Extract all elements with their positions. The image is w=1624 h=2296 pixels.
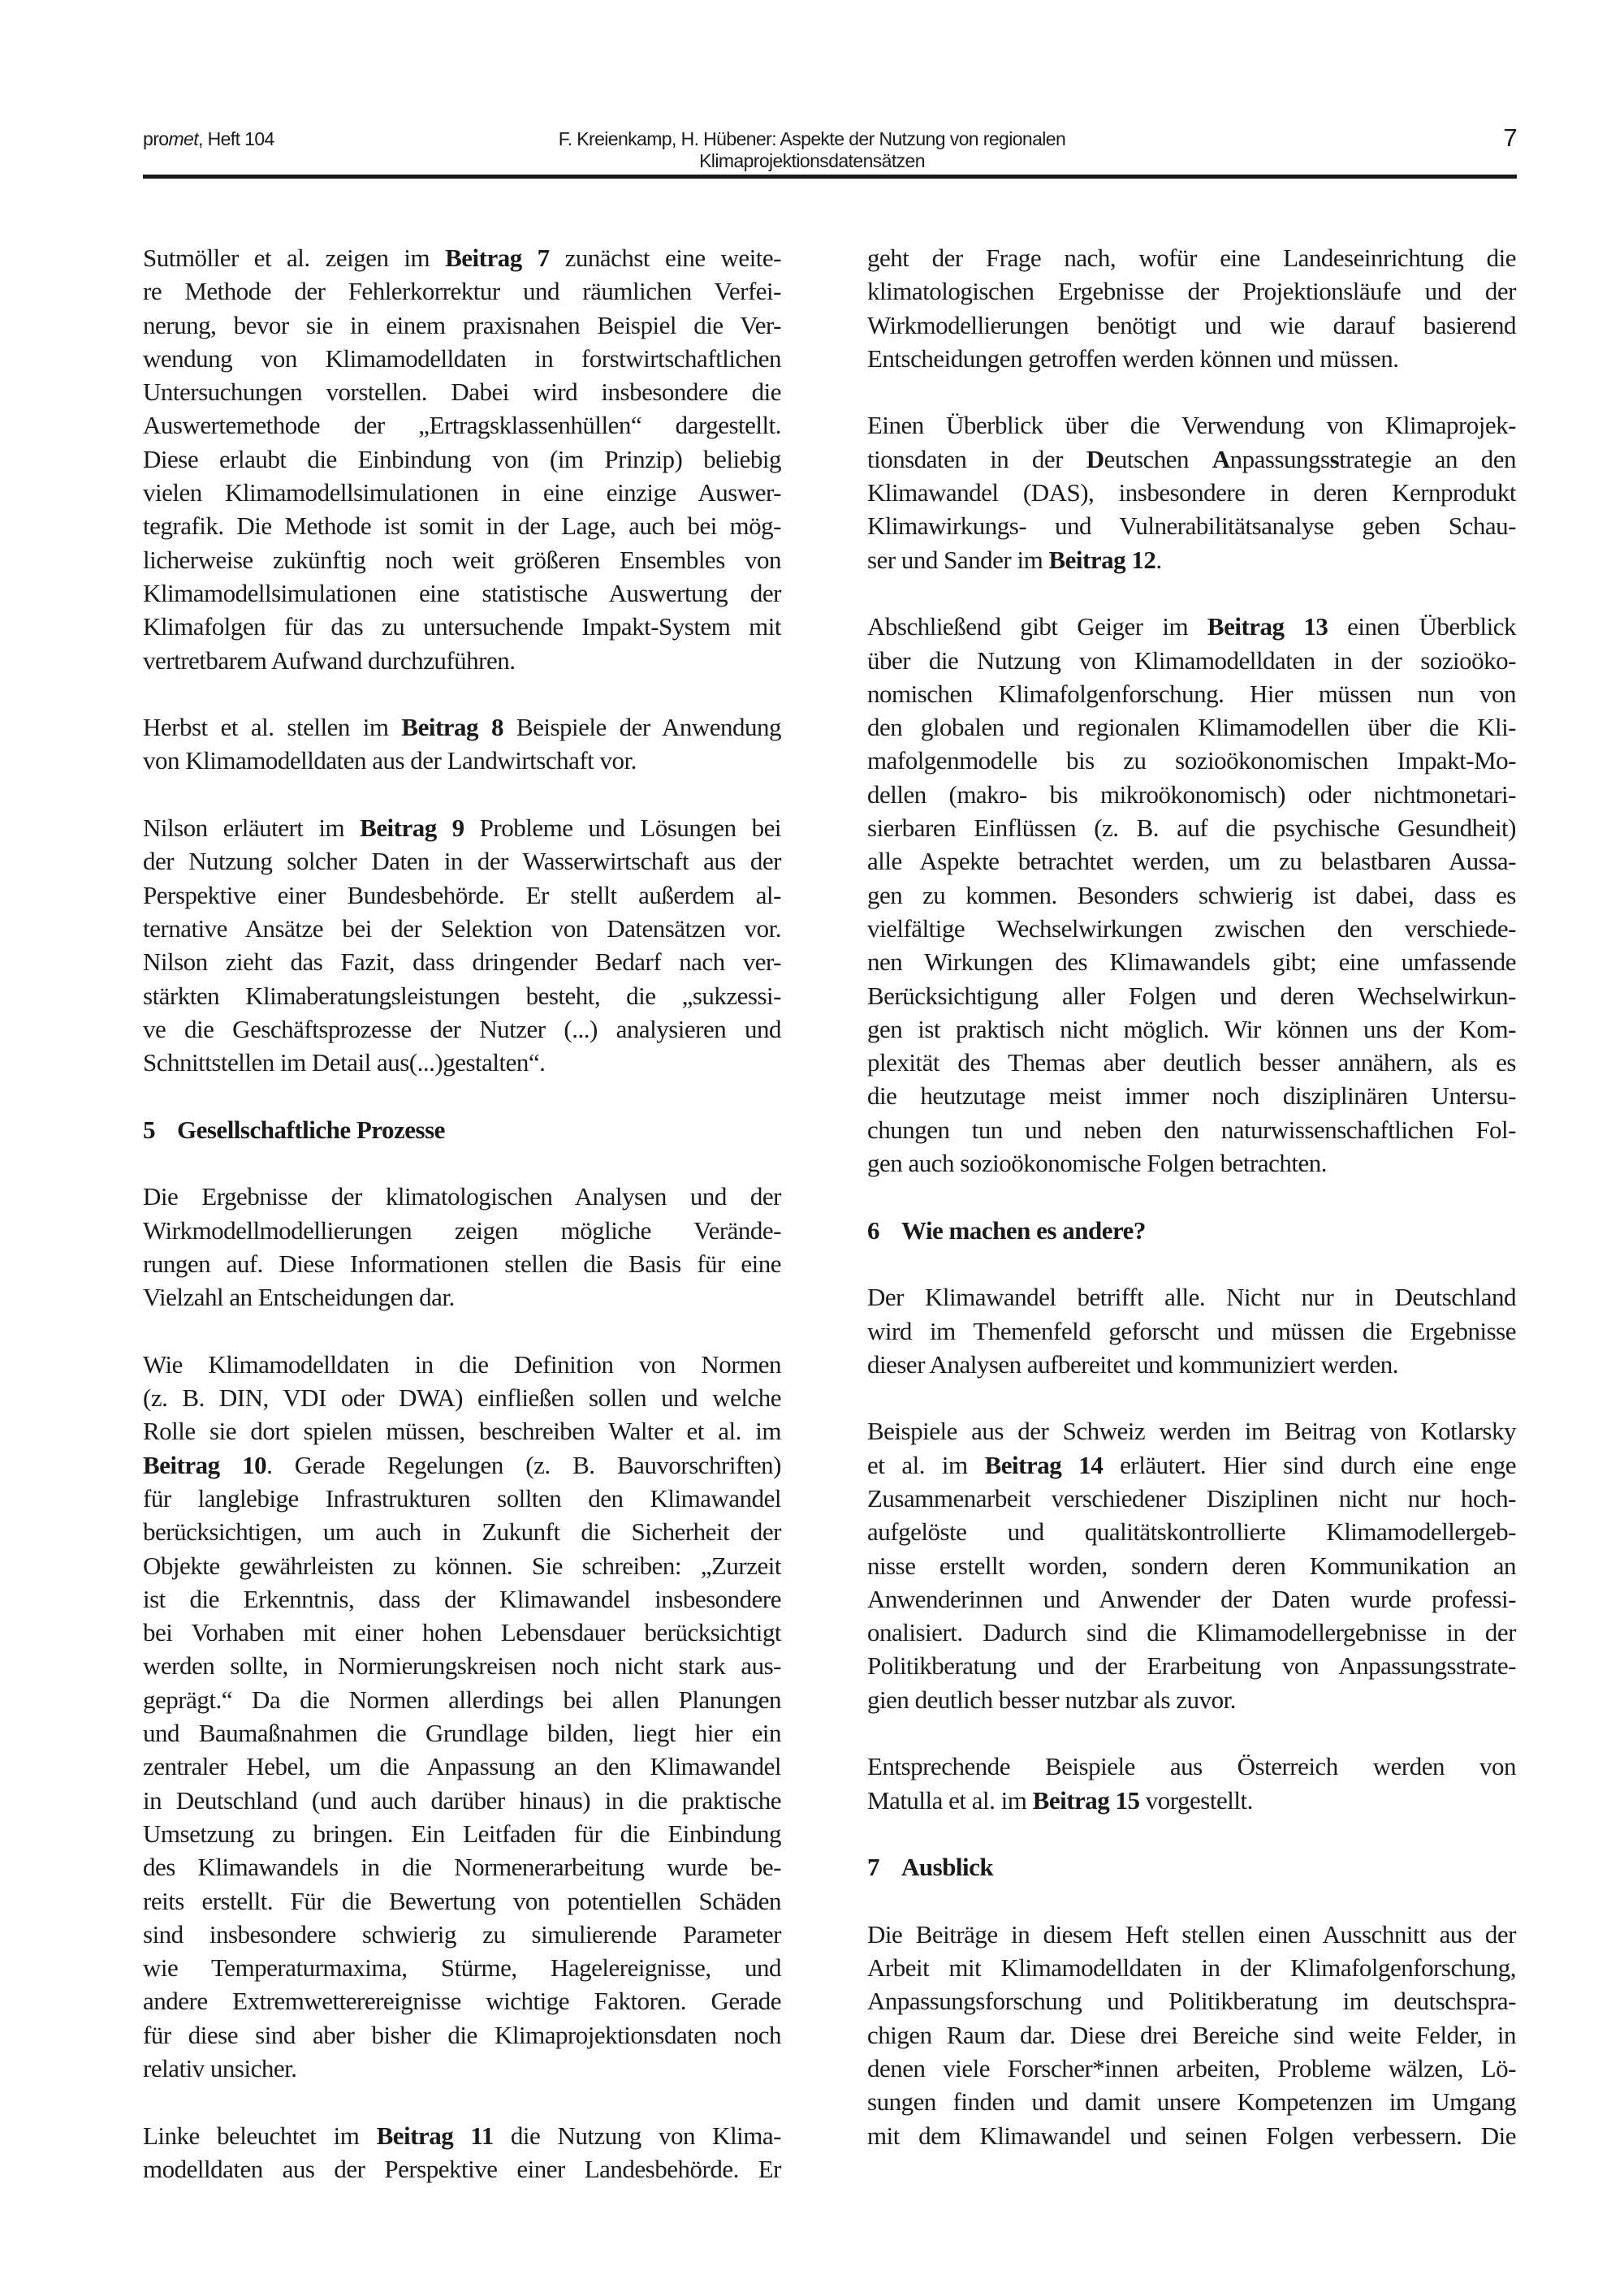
text-run: nisse erstellt worden, sondern deren Kommunikation an (867, 1551, 1516, 1580)
text-run: nomischen Klimafolgenforschung. Hier müssen nun von (867, 679, 1516, 708)
bold-reference: A (1212, 444, 1230, 473)
text-run: gien deutlich besser nutzbar als zuvor. (867, 1685, 1236, 1714)
text-run: geht der Frage nach, wofür eine Landeseinrichtung die (867, 244, 1516, 272)
bold-reference: Beitrag 11 (376, 2121, 494, 2150)
text-line (867, 1515, 1516, 1548)
text-run: chungen tun und neben den naturwissenschaftlichen Fol- (867, 1115, 1516, 1144)
text-run: Klimafolgen für das zu untersuchende Impakt-System mit (143, 612, 781, 641)
text-run: alle Aspekte betrachtet werden, um zu belastbaren Aussa- (867, 847, 1516, 876)
text-line (143, 1046, 781, 1079)
text-line (867, 844, 1516, 878)
header-rule (143, 175, 1517, 179)
text-line (143, 309, 781, 342)
text-line (867, 1146, 1516, 1180)
text-run: ser und Sander im (867, 545, 1049, 574)
text-run: eutschen (1104, 444, 1212, 473)
text-line (143, 1716, 781, 1750)
text-line (867, 1012, 1516, 1046)
text-line (143, 878, 781, 912)
text-run: onalisiert. Dadurch sind die Klimamodellergebnisse in der (867, 1618, 1516, 1647)
text-line (867, 408, 1516, 442)
text-run: und Baumaßnahmen die Grundlage bilden, liegt hier ein (143, 1719, 781, 1748)
text-run: Wirkmodellierungen benötigt und wie darauf basierend (867, 310, 1516, 339)
text-line (867, 274, 1516, 308)
text-line (867, 509, 1516, 542)
text-run: dellen (makro- bis mikroökonomisch) oder nichtmonetari- (867, 779, 1516, 809)
text-line (867, 2085, 1516, 2118)
text-run: Abschließend gibt Geiger im (867, 612, 1207, 641)
text-run: Einen Überblick über die Verwendung von Klimaprojek- (867, 411, 1516, 440)
text-line (867, 2119, 1516, 2152)
bold-reference: Beitrag 7 (445, 244, 550, 272)
text-line (143, 1348, 781, 1381)
text-run: licherweise zukünftig noch weit größeren Ensembles von (143, 545, 781, 574)
text-run: für langlebige Infrastrukturen sollten den Klimawandel (143, 1483, 781, 1513)
text-run: chigen Raum dar. Diese drei Bereiche sind weite Felder, in (867, 2020, 1516, 2049)
text-run: vorgestellt. (1139, 1785, 1253, 1815)
text-run: die Nutzung von Klima- (493, 2121, 781, 2150)
text-run: aufgelöste und qualitätskontrollierte Klimamodellergeb- (867, 1517, 1516, 1547)
text-line (867, 2052, 1516, 2085)
text-run: Entsprechende Beispiele aus Österreich werden von (867, 1752, 1516, 1781)
text-run: Diese erlaubt die Einbindung von (im Prinzip) beliebig (143, 444, 781, 473)
text-run: geprägt.“ Da die Normen allerdings bei allen Planungen (143, 1685, 781, 1714)
text-line (143, 912, 781, 945)
text-run: sierbaren Einflüssen (z. B. auf die psychische Gesundheit) (867, 814, 1516, 843)
section-title: Gesellschaftliche Prozesse (177, 1115, 445, 1144)
text-run: sind insbesondere schwierig zu simulierende Parameter (143, 1919, 781, 1949)
text-run: relativ unsicher. (143, 2054, 297, 2083)
text-run: mit dem Klimawandel und seinen Folgen verbessern. Die (867, 2121, 1516, 2150)
text-line (143, 2152, 781, 2186)
text-line (867, 1750, 1516, 1783)
text-run: Rolle sie dort spielen müssen, beschreiben Walter et al. im (143, 1417, 781, 1446)
text-line (143, 1214, 781, 1247)
bold-reference: Beitrag 12 (1048, 545, 1156, 574)
text-run: andere Extremwetterereignisse wichtige Faktoren. Gerade (143, 1987, 781, 2016)
text-run: Wirkmodellmodellierungen zeigen mögliche Verände- (143, 1215, 781, 1245)
text-run: Berücksichtigung aller Folgen und deren Wechselwirkun- (867, 981, 1516, 1010)
text-run: plexität des Themas aber deutlich besser annähern, als es (867, 1048, 1516, 1077)
paragraph (867, 408, 1516, 576)
text-line (867, 945, 1516, 978)
journal-name-prefix: pro (143, 128, 169, 149)
text-line (143, 2052, 781, 2085)
text-run: Beispiele aus der Schweiz werden im Beitrag von Kotlarsky (867, 1417, 1516, 1446)
text-run: (z. B. DIN, VDI oder DWA) einfließen sollen und welche (143, 1383, 781, 1413)
text-run: Politikberatung und der Erarbeitung von Anpassungsstrate- (867, 1651, 1516, 1681)
text-run: klimatologischen Ergebnisse der Projektionsläufe und der (867, 277, 1516, 306)
text-line (143, 1984, 781, 2018)
text-line (143, 476, 781, 509)
header-title-line: Klimaprojektionsdatensätzen (699, 150, 925, 171)
text-run: zunächst eine weite- (549, 244, 782, 272)
text-line (143, 1549, 781, 1582)
text-line (867, 1046, 1516, 1079)
text-run: nen Wirkungen des Klimawandels gibt; eine umfassende (867, 947, 1516, 977)
text-run: tegrafik. Die Methode ist somit in der Lage, auch bei mög- (143, 511, 781, 541)
text-run: et al. im (867, 1450, 985, 1479)
text-line (143, 1448, 781, 1482)
text-line (867, 1683, 1516, 1716)
text-run: npassungs (1229, 444, 1330, 473)
text-line (867, 1784, 1516, 1817)
text-line (143, 1381, 781, 1414)
text-run: Arbeit mit Klimamodelldaten in der Klimafolgenforschung, (867, 1953, 1516, 1983)
text-line (867, 1280, 1516, 1314)
running-header-title (455, 128, 1169, 172)
text-run: ternative Ansätze bei der Selektion von Datensätzen vor. (143, 913, 781, 943)
text-run: mafolgenmodelle bis zu sozioökonomischen Impakt-Mo- (867, 746, 1516, 775)
text-line (143, 1750, 781, 1783)
text-line (867, 744, 1516, 777)
section-heading (143, 1113, 781, 1146)
text-line (143, 342, 781, 375)
text-line (143, 274, 781, 308)
bold-reference: Beitrag 14 (984, 1450, 1104, 1479)
text-run: der Nutzung solcher Daten in der Wasserwirtschaft aus der (143, 847, 781, 876)
text-run: wendung von Klimamodelldaten in forstwirtschaftlichen (143, 343, 781, 373)
text-line (143, 442, 781, 476)
text-run: gen zu kommen. Besonders schwierig ist dabei, dass es (867, 880, 1516, 909)
text-line (143, 1180, 781, 1213)
text-line (867, 1649, 1516, 1682)
text-run: bei Vorhaben mit einer hohen Lebensdauer berücksichtigt (143, 1618, 781, 1647)
text-line (867, 610, 1516, 643)
text-run: Objekte gewährleisten zu können. Sie schreiben: „Zurzeit (143, 1551, 781, 1580)
text-line (867, 677, 1516, 710)
text-run: rungen auf. Diese Informationen stellen die Basis für eine (143, 1249, 781, 1278)
running-header-journal (143, 128, 274, 150)
text-run: stärkten Klimaberatungsleistungen besteht, die „sukzessi- (143, 981, 781, 1010)
text-run: berücksichtigen, um auch in Zukunft die Sicherheit der (143, 1517, 781, 1547)
text-run: Vielzahl an Entscheidungen dar. (143, 1283, 455, 1312)
text-line (867, 241, 1516, 274)
text-run: einen Überblick (1328, 612, 1516, 641)
text-run: den globalen und regionalen Klimamodellen über die Kli- (867, 713, 1516, 742)
text-line (143, 1515, 781, 1548)
text-line (867, 1079, 1516, 1112)
text-line (143, 1817, 781, 1850)
text-line (143, 1247, 781, 1280)
text-line (867, 979, 1516, 1012)
text-line (867, 1549, 1516, 1582)
text-run: Probleme und Lösungen bei (464, 814, 781, 843)
text-run: dieser Analysen aufbereitet und kommuniziert werden. (867, 1349, 1399, 1379)
text-run: wird im Themenfeld geforscht und müssen die Ergebnisse (867, 1316, 1516, 1345)
text-line (143, 1616, 781, 1649)
text-run: tionsdaten in der (867, 444, 1086, 473)
section-heading (867, 1850, 1516, 1884)
text-run: vielen Klimamodellsimulationen in eine einzige Auswer- (143, 478, 781, 507)
text-line (867, 811, 1516, 844)
text-run: Matulla et al. im (867, 1785, 1033, 1815)
text-line (143, 1850, 781, 1884)
paragraph (143, 710, 781, 778)
section-number: 5 (143, 1115, 155, 1144)
text-line (143, 1482, 781, 1515)
text-run: Entscheidungen getroffen werden können und müssen. (867, 343, 1399, 373)
text-run: Der Klimawandel betrifft alle. Nicht nur in Deutschland (867, 1283, 1516, 1312)
page-number: 7 (1503, 123, 1517, 152)
text-run: denen viele Forscher*innen arbeiten, Probleme wälzen, Lö- (867, 2054, 1516, 2083)
text-run: . Gerade Regelungen (z. B. Bauvorschriften) (266, 1450, 781, 1479)
text-run: Untersuchungen vorstellen. Dabei wird insbesondere die (143, 378, 781, 407)
left-column (143, 241, 781, 2220)
text-run: Perspektive einer Bundesbehörde. Er stellt außerdem al- (143, 880, 781, 909)
text-run: Nilson erläutert im (143, 814, 361, 843)
text-run: trategie an den (1339, 444, 1516, 473)
section-number: 7 (867, 1853, 879, 1882)
text-run: ist die Erkenntnis, dass der Klimawandel insbesondere (143, 1584, 781, 1613)
text-run: reits erstellt. Für die Bewertung von potentiellen Schäden (143, 1886, 781, 1915)
issue-number: , Heft 104 (198, 128, 274, 149)
text-line (867, 1951, 1516, 1984)
text-run: Zusammenarbeit verschiedener Disziplinen nicht nur hoch- (867, 1483, 1516, 1513)
text-run: Herbst et al. stellen im (143, 713, 402, 742)
text-run: des Klimawandels in die Normenerarbeitung wurde be- (143, 1853, 781, 1882)
text-line (143, 644, 781, 677)
text-run: Beispiele der Anwendung (503, 713, 781, 742)
text-run: re Methode der Fehlerkorrektur und räumlichen Verfei- (143, 277, 781, 306)
text-run: zentraler Hebel, um die Anpassung an den Klimawandel (143, 1752, 781, 1781)
right-column (867, 241, 1516, 2186)
text-run: . (1155, 545, 1162, 574)
paragraph (867, 241, 1516, 375)
text-run: Auswertemethode der „Ertragsklassenhüllen“ dargestellt. (143, 411, 781, 440)
text-run: Schnittstellen im Detail aus(...)gestalten“. (143, 1048, 546, 1077)
text-line (143, 2119, 781, 2152)
text-line (143, 1280, 781, 1314)
text-run: wie Temperaturmaxima, Stürme, Hagelereignisse, und (143, 1953, 781, 1983)
paragraph (867, 1280, 1516, 1381)
bold-reference: Beitrag 8 (401, 713, 503, 742)
text-line (143, 543, 781, 576)
paragraph (143, 241, 781, 677)
paragraph (143, 1348, 781, 2086)
text-line (143, 1683, 781, 1716)
text-line (867, 710, 1516, 744)
paragraph (867, 610, 1516, 1180)
text-run: Anwenderinnen und Anwender der Daten wurde professi- (867, 1584, 1516, 1613)
text-line (867, 309, 1516, 342)
header-title-line: F. Kreienkamp, H. Hübener: Aspekte der Nutzung von regionalen (558, 128, 1066, 149)
text-line (867, 1984, 1516, 2018)
text-run: ve die Geschäftsprozesse der Nutzer (...) analysieren und (143, 1014, 781, 1043)
text-run: Die Beiträge in diesem Heft stellen einen Ausschnitt aus der (867, 1919, 1516, 1949)
text-run: nerung, bevor sie in einem praxisnahen Beispiel die Ver- (143, 310, 781, 339)
text-run: gen ist praktisch nicht möglich. Wir können uns der Kom- (867, 1014, 1516, 1043)
paragraph (867, 1414, 1516, 1716)
bold-reference: Beitrag 9 (360, 814, 464, 843)
text-run: modelldaten aus der Perspektive einer Landesbehörde. Er (143, 2154, 781, 2183)
text-line (867, 912, 1516, 945)
paragraph (867, 1750, 1516, 1817)
text-run: Anpassungsforschung und Politikberatung im deutschspra- (867, 1987, 1516, 2016)
text-line (143, 844, 781, 878)
text-run: erläutert. Hier sind durch eine enge (1103, 1450, 1516, 1479)
text-run: von Klimamodelldaten aus der Landwirtschaft vor. (143, 746, 637, 775)
paragraph (143, 1180, 781, 1314)
bold-reference: Beitrag 10 (143, 1450, 267, 1479)
text-run: Klimamodellsimulationen eine statistische Auswertung der (143, 578, 781, 607)
text-run: Sutmöller et al. zeigen im (143, 244, 446, 272)
text-line (867, 1414, 1516, 1448)
text-line (867, 476, 1516, 509)
text-line (143, 1649, 781, 1682)
text-line (143, 1582, 781, 1616)
text-line (867, 778, 1516, 811)
text-line (867, 1482, 1516, 1515)
text-line (143, 1951, 781, 1984)
text-line (143, 710, 781, 744)
text-line (143, 1784, 781, 1817)
section-heading (867, 1214, 1516, 1247)
text-line (867, 442, 1516, 476)
text-run: Die Ergebnisse der klimatologischen Analysen und der (143, 1182, 781, 1211)
text-line (867, 1348, 1516, 1381)
paragraph (867, 1918, 1516, 2152)
text-run: Linke beleuchtet im (143, 2121, 377, 2150)
text-run: über die Nutzung von Klimamodelldaten in der sozioöko- (867, 645, 1516, 675)
text-line (143, 2018, 781, 2052)
text-run: für diese sind aber bisher die Klimaprojektionsdaten noch (143, 2020, 781, 2049)
text-line (143, 610, 781, 643)
text-line (867, 1314, 1516, 1348)
text-run: Klimawirkungs- und Vulnerabilitätsanalyse geben Schau- (867, 511, 1516, 541)
text-run: vielfältige Wechselwirkungen zwischen den verschiede- (867, 913, 1516, 943)
text-line (143, 811, 781, 844)
text-line (867, 644, 1516, 677)
text-line (143, 744, 781, 777)
text-line (143, 1918, 781, 1951)
text-line (867, 2018, 1516, 2052)
bold-reference: D (1086, 444, 1104, 473)
text-line (143, 1884, 781, 1918)
journal-name-italic: met (168, 128, 198, 149)
text-run: die heutzutage meist immer noch disziplinären Untersu- (867, 1081, 1516, 1111)
text-run: Klimawandel (DAS), insbesondere in deren Kernprodukt (867, 478, 1516, 507)
text-line (143, 241, 781, 274)
text-line (143, 408, 781, 442)
text-run: sungen finden und damit unsere Kompetenzen im Umgang (867, 2087, 1516, 2117)
text-run: Wie Klimamodelldaten in die Definition von Normen (143, 1349, 781, 1379)
text-line (143, 375, 781, 408)
text-line (867, 1113, 1516, 1146)
text-line (867, 342, 1516, 375)
bold-reference: s (1329, 444, 1340, 473)
text-line (143, 1414, 781, 1448)
paragraph (143, 811, 781, 1079)
text-line (867, 878, 1516, 912)
text-run: werden sollte, in Normierungskreisen noch nicht stark aus- (143, 1651, 781, 1681)
paragraph (143, 2119, 781, 2186)
section-number: 6 (867, 1215, 879, 1245)
text-line (143, 979, 781, 1012)
bold-reference: Beitrag 13 (1207, 612, 1328, 641)
text-line (867, 1448, 1516, 1482)
text-line (867, 1918, 1516, 1951)
bold-reference: Beitrag 15 (1032, 1785, 1140, 1815)
text-line (143, 509, 781, 542)
section-title: Wie machen es andere? (901, 1215, 1146, 1245)
text-line (143, 576, 781, 610)
section-title: Ausblick (901, 1853, 994, 1882)
text-run: gen auch sozioökonomische Folgen betrachten. (867, 1149, 1327, 1178)
text-line (867, 1616, 1516, 1649)
text-line (867, 543, 1516, 576)
text-run: in Deutschland (und auch darüber hinaus) in die praktische (143, 1785, 781, 1815)
text-run: Umsetzung zu bringen. Ein Leitfaden für die Einbindung (143, 1819, 781, 1848)
text-line (143, 945, 781, 978)
text-run: vertretbarem Aufwand durchzuführen. (143, 645, 516, 675)
text-run: Nilson zieht das Fazit, dass dringender Bedarf nach ver- (143, 947, 781, 977)
text-line (867, 1582, 1516, 1616)
text-line (143, 1012, 781, 1046)
